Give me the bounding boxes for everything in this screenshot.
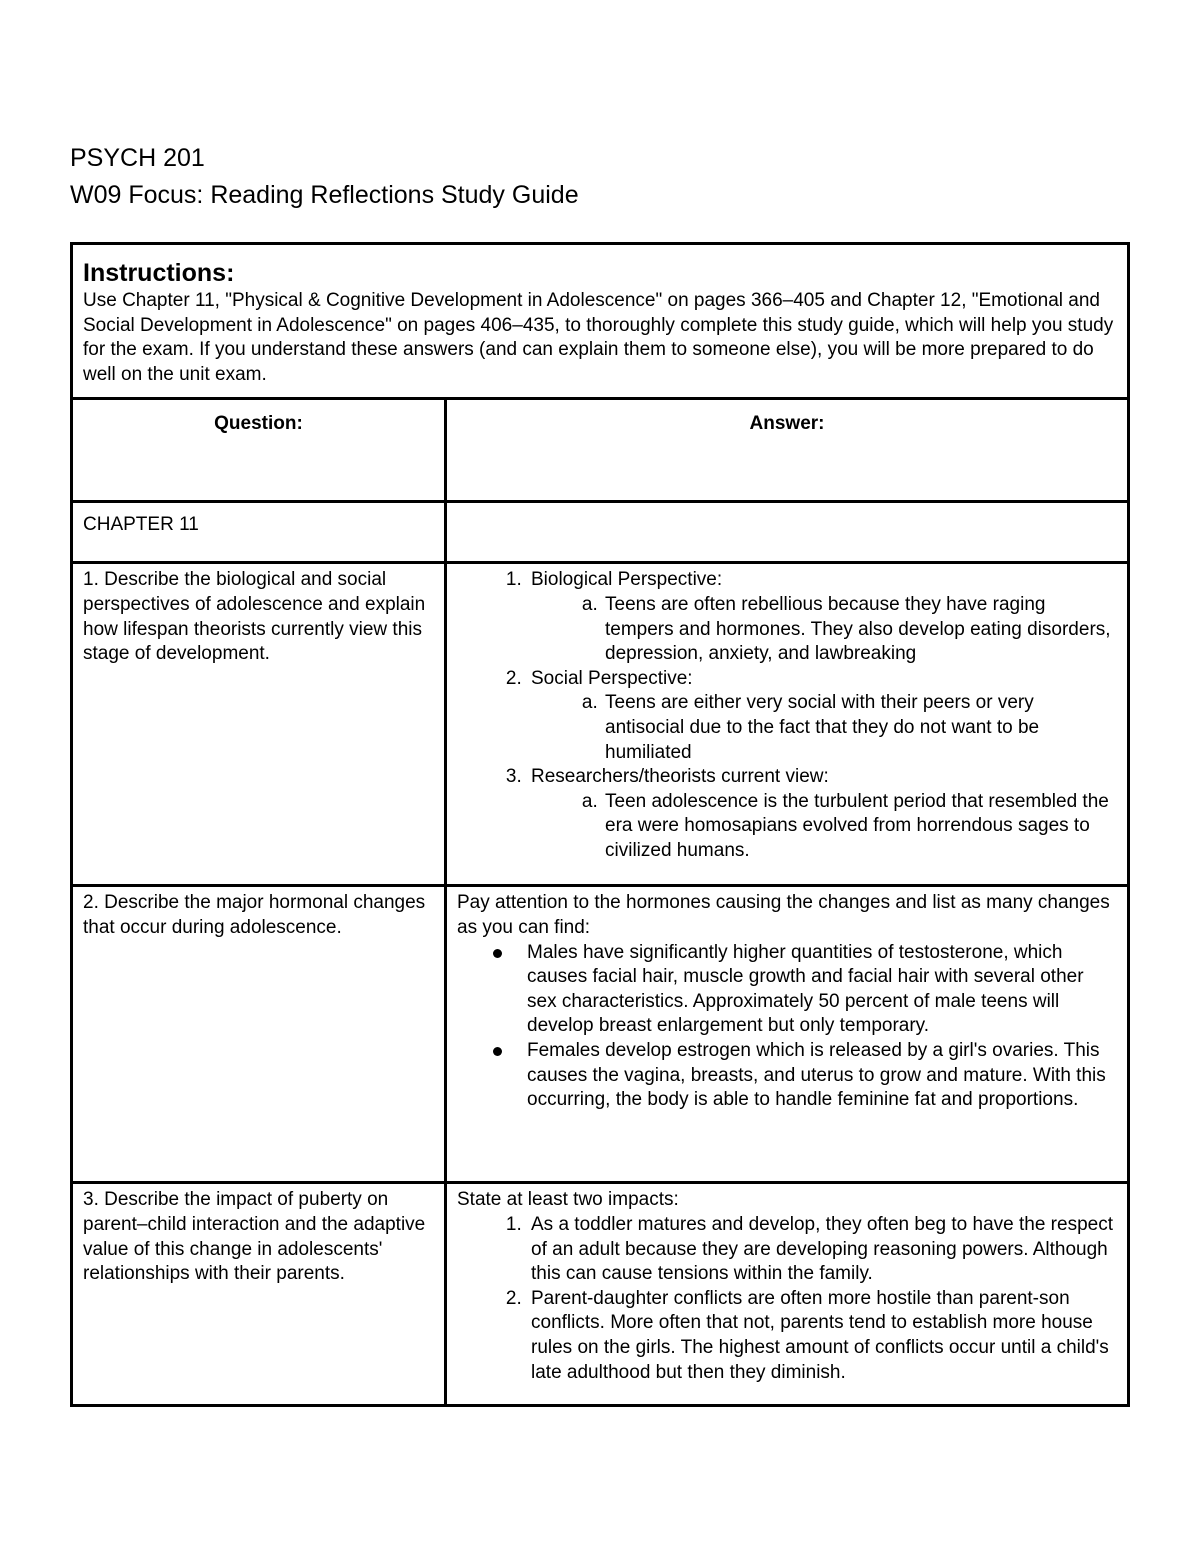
- answer-intro: State at least two impacts:: [457, 1189, 679, 1211]
- instructions-heading: Instructions:: [83, 259, 235, 287]
- numbered-list: [457, 568, 1117, 863]
- chapter-row: [72, 502, 1129, 563]
- answer-cell: [446, 1183, 1129, 1406]
- header-row: [72, 399, 1129, 502]
- answer-column-header: Answer:: [446, 399, 1129, 502]
- study-guide-table: [70, 242, 1130, 1407]
- list-item-text: Females develop estrogen which is released by a girl's ovaries. This causes the vagina, breasts, and uterus to grow and mature. With this occurring, the body is able to handle feminine fat and proportions.: [527, 1039, 1106, 1111]
- list-item: [527, 568, 1117, 666]
- document-header: [70, 140, 579, 214]
- answer-cell: [446, 563, 1129, 886]
- table-row: [72, 886, 1129, 1183]
- bullet-list: [457, 941, 1117, 1113]
- sub-list-item: a. Teens are often rebellious because they have raging tempers and hormones. They also develop eating disorders, depression, anxiety, and lawbreaking: [603, 593, 1117, 667]
- sub-list-item: a. Teen adolescence is the turbulent period that resembled the era were homosapians evolved from horrendous sages to civilized humans.: [603, 790, 1117, 864]
- list-item-label: Social Perspective:: [531, 667, 693, 689]
- course-title: PSYCH 201: [70, 144, 205, 172]
- sub-list: [531, 593, 1117, 667]
- list-item-text: Males have significantly higher quantities of testosterone, which causes facial hair, muscle growth and facial hair with several other sex characteristics. Approximately 50 percent of male teens will develop breast enlargement but only temporary.: [527, 941, 1084, 1037]
- chapter-label: CHAPTER 11: [72, 502, 446, 563]
- list-item: [527, 941, 1117, 1039]
- numbered-list: [457, 1213, 1117, 1385]
- answer-intro: Pay attention to the hormones causing the changes and list as many changes as you can find:: [457, 892, 1110, 938]
- instructions-cell: [72, 244, 1129, 399]
- question-cell: 1. Describe the biological and social perspectives of adolescence and explain how lifespan theorists currently view this stage of development.: [72, 563, 446, 886]
- instructions-body: Use Chapter 11, "Physical & Cognitive Development in Adolescence" on pages 366–405 and Chapter 12, "Emotional and Social Development in Adolescence" on pages 406–435, to thoroughly complete this study guide, which will help you study for the exam. If you understand these answers (and can explain them to someone else), you will be more prepared to do well on the unit exam.: [83, 290, 1114, 385]
- table-row: [72, 563, 1129, 886]
- sub-list: [531, 691, 1117, 765]
- sub-list-item: a. Teens are either very social with their peers or very antisocial due to the fact that they do not want to be humiliated: [603, 691, 1117, 765]
- list-item: [527, 765, 1117, 863]
- table-row: [72, 1183, 1129, 1406]
- list-item: 1. As a toddler matures and develop, they often beg to have the respect of an adult because they are developing reasoning powers. Although this can cause tensions within the family.: [527, 1213, 1117, 1287]
- list-item-label: Researchers/theorists current view:: [531, 766, 829, 788]
- list-item: 2. Parent-daughter conflicts are often more hostile than parent-son conflicts. More often that not, parents tend to establish more house rules on the girls. The highest amount of conflicts occur until a child's late adulthood but then they diminish.: [527, 1287, 1117, 1385]
- document-title: W09 Focus: Reading Reflections Study Guide: [70, 181, 579, 209]
- bullet-icon: [493, 949, 502, 958]
- question-cell: 3. Describe the impact of puberty on parent–child interaction and the adaptive value of this change in adolescents' relationships with their parents.: [72, 1183, 446, 1406]
- list-item: [527, 1039, 1117, 1113]
- instructions-row: [72, 244, 1129, 399]
- question-cell: 2. Describe the major hormonal changes that occur during adolescence.: [72, 886, 446, 1183]
- sub-list: [531, 790, 1117, 864]
- list-item-label: Biological Perspective:: [531, 569, 723, 591]
- chapter-answer-cell: [446, 502, 1129, 563]
- question-column-header: Question:: [72, 399, 446, 502]
- bullet-icon: [493, 1047, 502, 1056]
- list-item: [527, 667, 1117, 765]
- answer-cell: [446, 886, 1129, 1183]
